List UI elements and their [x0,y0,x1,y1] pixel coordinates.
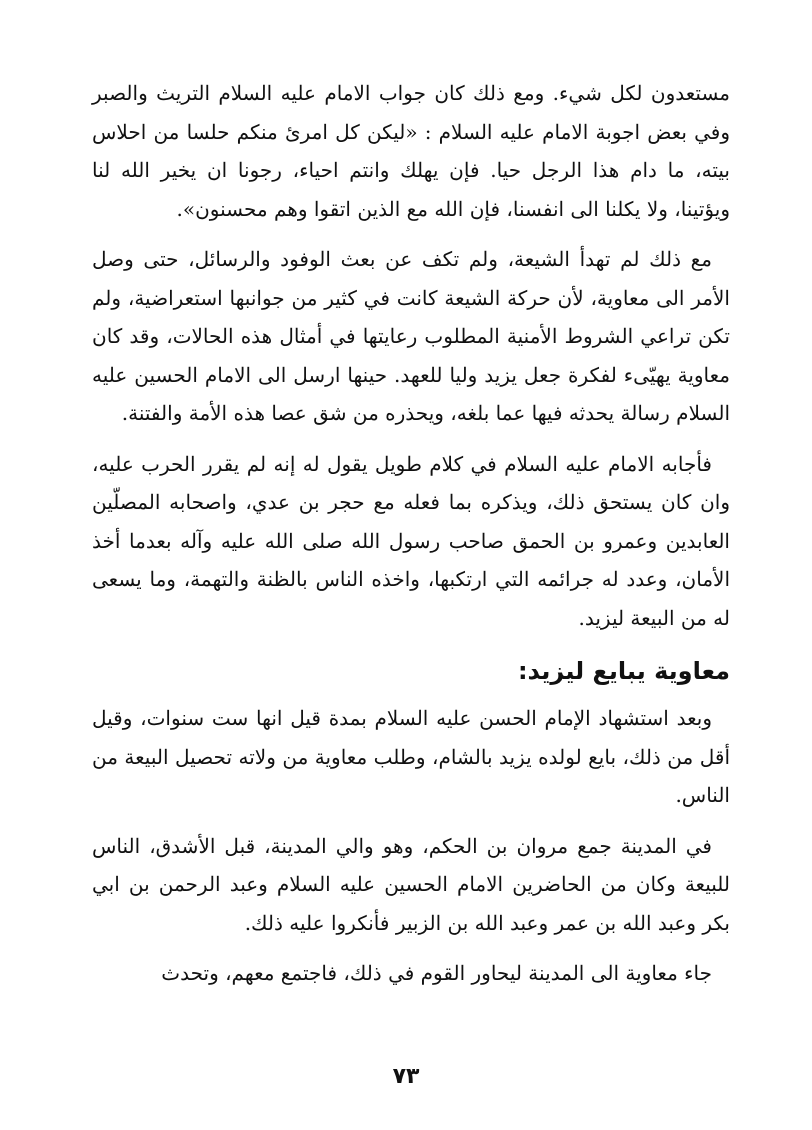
paragraph-3: فأجابه الامام عليه السلام في كلام طويل يقول له إنه لم يقرر الحرب عليه، وان كان يستحق ذلك، ويذكره بما فعله مع حجر بن عدي، واصحابه المصلّين العابدين وعمرو بن الحمق صاحب رسول الله صلى الله عليه وآله بعدما أخذ الأمان، وعدد له جرائمه التي ارتكبها، واخذه الناس بالظنة والتهمة، وما يسعى له من البيعة ليزيد. [92,451,730,630]
paragraph-4: وبعد استشهاد الإمام الحسن عليه السلام بمدة قيل انها ست سنوات، وقيل أقل من ذلك، بايع لولده يزيد بالشام، وطلب معاوية من ولاته تحصيل البيعة من الناس. [92,706,730,807]
paragraph-5: في المدينة جمع مروان بن الحكم، وهو والي المدينة، قبل الأشدق، الناس للبيعة وكان من الحاضرين الامام الحسين عليه السلام وعبد الرحمن بن ابي بكر وعبد الله بن عمر وعبد الله بن الزبير فأنكروا عليه ذلك. [92,833,730,935]
paragraph-1: مستعدون لكل شيء. ومع ذلك كان جواب الامام عليه السلام التريث والصبر وفي بعض اجوبة الامام عليه السلام : «ليكن كل امرئ منكم حلسا من احلاس بيته، ما دام هذا الرجل حيا. فإن يهلك وانتم احياء، رجونا ان يخير الله لنا ويؤتينا، ولا يكلنا الى انفسنا، فإن الله مع الذين اتقوا وهم محسنون». [92,81,730,221]
paragraph-2: مع ذلك لم تهدأ الشيعة، ولم تكف عن بعث الوفود والرسائل، حتى وصل الأمر الى معاوية، لأن حركة الشيعة كانت في كثير من جوانبها استعراضية، ولم تكن تراعي الشروط الأمنية المطلوب رعايتها في أمثال هذه الحالات، وقد كان معاوية يهيّىء لفكرة جعل يزيد وليا للعهد. حينها ارسل الى الامام الحسين عليه السلام رسالة يحدثه فيها عما بلغه، ويحذره من شق عصا هذه الأمة والفتنة. [92,247,730,425]
section-heading: معاوية يبايع ليزيد: [517,657,730,685]
page-number: ٧٣ [392,1064,420,1089]
page-body [92,74,730,1005]
paragraph-6: جاء معاوية الى المدينة ليحاور القوم في ذلك، فاجتمع معهم، وتحدث [161,961,712,985]
